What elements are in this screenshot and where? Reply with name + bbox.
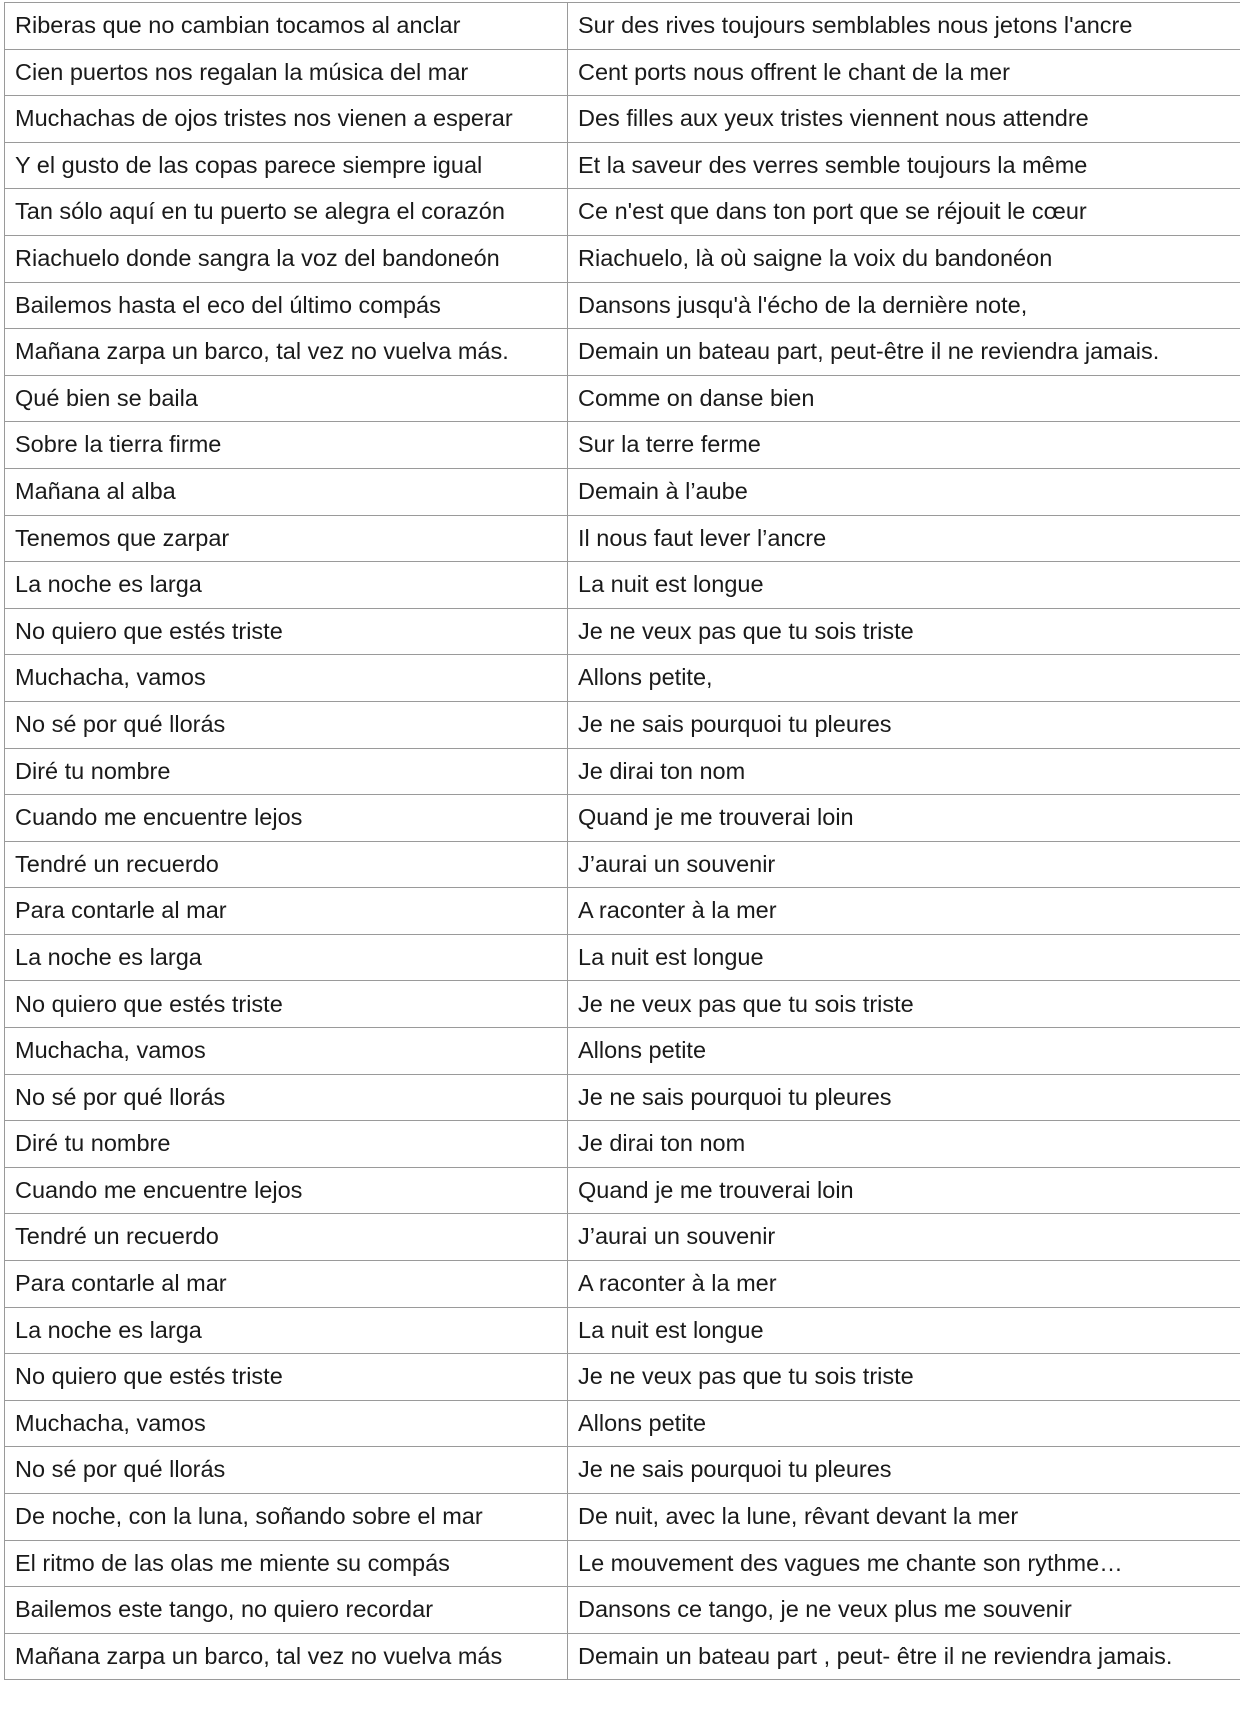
table-row [5,3,1240,50]
spanish-line-cell: Muchacha, vamos [5,655,568,702]
french-line-cell: Allons petite [568,1400,1240,1447]
french-line-cell: Je ne veux pas que tu sois triste [568,981,1240,1028]
french-line-cell: Je dirai ton nom [568,748,1240,795]
french-line-cell: A raconter à la mer [568,888,1240,935]
spanish-line-cell: Mañana zarpa un barco, tal vez no vuelva más [5,1633,568,1680]
french-line-cell: Sur la terre ferme [568,422,1240,469]
french-line-cell: La nuit est longue [568,562,1240,609]
table-row [5,1633,1240,1680]
french-line-cell: J’aurai un souvenir [568,841,1240,888]
french-line-cell: Cent ports nous offrent le chant de la mer [568,49,1240,96]
spanish-line-cell: Mañana al alba [5,468,568,515]
table-row [5,608,1240,655]
spanish-line-cell: No quiero que estés triste [5,1354,568,1401]
spanish-line-cell: No sé por qué llorás [5,701,568,748]
spanish-line-cell: Muchacha, vamos [5,1028,568,1075]
table-row [5,1540,1240,1587]
table-row [5,1261,1240,1308]
french-line-cell: Ce n'est que dans ton port que se réjouit le cœur [568,189,1240,236]
table-row [5,1354,1240,1401]
spanish-line-cell: Para contarle al mar [5,1261,568,1308]
french-line-cell: Je ne veux pas que tu sois triste [568,1354,1240,1401]
spanish-line-cell: Para contarle al mar [5,888,568,935]
spanish-line-cell: No sé por qué llorás [5,1447,568,1494]
spanish-line-cell: Qué bien se baila [5,375,568,422]
spanish-line-cell: Riachuelo donde sangra la voz del bandoneón [5,235,568,282]
spanish-line-cell: Tenemos que zarpar [5,515,568,562]
french-line-cell: Le mouvement des vagues me chante son rythme… [568,1540,1240,1587]
spanish-line-cell: Diré tu nombre [5,1121,568,1168]
french-line-cell: Comme on danse bien [568,375,1240,422]
spanish-line-cell: La noche es larga [5,1307,568,1354]
spanish-line-cell: Muchachas de ojos tristes nos vienen a esperar [5,96,568,143]
table-row [5,1400,1240,1447]
spanish-line-cell: Cuando me encuentre lejos [5,1167,568,1214]
spanish-line-cell: No quiero que estés triste [5,981,568,1028]
lyrics-table-body [5,3,1240,1680]
french-line-cell: Je ne sais pourquoi tu pleures [568,1074,1240,1121]
french-line-cell: Des filles aux yeux tristes viennent nous attendre [568,96,1240,143]
table-row [5,329,1240,376]
table-row [5,934,1240,981]
table-row [5,1214,1240,1261]
spanish-line-cell: Bailemos hasta el eco del último compás [5,282,568,329]
spanish-line-cell: No sé por qué llorás [5,1074,568,1121]
spanish-line-cell: De noche, con la luna, soñando sobre el mar [5,1494,568,1541]
spanish-line-cell: Muchacha, vamos [5,1400,568,1447]
spanish-line-cell: Tendré un recuerdo [5,841,568,888]
spanish-line-cell: Cien puertos nos regalan la música del mar [5,49,568,96]
french-line-cell: J’aurai un souvenir [568,1214,1240,1261]
french-line-cell: Je ne sais pourquoi tu pleures [568,701,1240,748]
table-row [5,468,1240,515]
french-line-cell: Je ne veux pas que tu sois triste [568,608,1240,655]
table-row [5,96,1240,143]
french-line-cell: Allons petite [568,1028,1240,1075]
table-row [5,795,1240,842]
french-line-cell: Je dirai ton nom [568,1121,1240,1168]
table-row [5,422,1240,469]
table-row [5,189,1240,236]
french-line-cell: Quand je me trouverai loin [568,795,1240,842]
lyrics-translation-table [4,2,1240,1680]
spanish-line-cell: Mañana zarpa un barco, tal vez no vuelva más. [5,329,568,376]
table-row [5,1447,1240,1494]
table-row [5,515,1240,562]
table-row [5,142,1240,189]
spanish-line-cell: El ritmo de las olas me miente su compás [5,1540,568,1587]
table-row [5,655,1240,702]
spanish-line-cell: No quiero que estés triste [5,608,568,655]
table-row [5,1494,1240,1541]
table-row [5,282,1240,329]
french-line-cell: Quand je me trouverai loin [568,1167,1240,1214]
table-row [5,562,1240,609]
spanish-line-cell: Y el gusto de las copas parece siempre igual [5,142,568,189]
table-row [5,375,1240,422]
french-line-cell: De nuit, avec la lune, rêvant devant la mer [568,1494,1240,1541]
french-line-cell: Demain à l’aube [568,468,1240,515]
french-line-cell: Demain un bateau part , peut- être il ne reviendra jamais. [568,1633,1240,1680]
table-row [5,981,1240,1028]
table-row [5,235,1240,282]
french-line-cell: Je ne sais pourquoi tu pleures [568,1447,1240,1494]
table-row [5,1587,1240,1634]
table-row [5,1074,1240,1121]
table-row [5,49,1240,96]
french-line-cell: Dansons ce tango, je ne veux plus me souvenir [568,1587,1240,1634]
french-line-cell: Demain un bateau part, peut-être il ne reviendra jamais. [568,329,1240,376]
table-row [5,1307,1240,1354]
spanish-line-cell: La noche es larga [5,562,568,609]
spanish-line-cell: Sobre la tierra firme [5,422,568,469]
french-line-cell: Riachuelo, là où saigne la voix du bandonéon [568,235,1240,282]
table-row [5,748,1240,795]
spanish-line-cell: Tan sólo aquí en tu puerto se alegra el corazón [5,189,568,236]
french-line-cell: La nuit est longue [568,934,1240,981]
spanish-line-cell: Diré tu nombre [5,748,568,795]
french-line-cell: Et la saveur des verres semble toujours la même [568,142,1240,189]
table-row [5,1167,1240,1214]
french-line-cell: Sur des rives toujours semblables nous jetons l'ancre [568,3,1240,50]
table-row [5,1121,1240,1168]
french-line-cell: Allons petite, [568,655,1240,702]
spanish-line-cell: Tendré un recuerdo [5,1214,568,1261]
spanish-line-cell: La noche es larga [5,934,568,981]
french-line-cell: A raconter à la mer [568,1261,1240,1308]
french-line-cell: Dansons jusqu'à l'écho de la dernière note, [568,282,1240,329]
table-row [5,888,1240,935]
table-row [5,841,1240,888]
french-line-cell: La nuit est longue [568,1307,1240,1354]
spanish-line-cell: Riberas que no cambian tocamos al anclar [5,3,568,50]
spanish-line-cell: Bailemos este tango, no quiero recordar [5,1587,568,1634]
french-line-cell: Il nous faut lever l’ancre [568,515,1240,562]
spanish-line-cell: Cuando me encuentre lejos [5,795,568,842]
table-row [5,1028,1240,1075]
table-row [5,701,1240,748]
